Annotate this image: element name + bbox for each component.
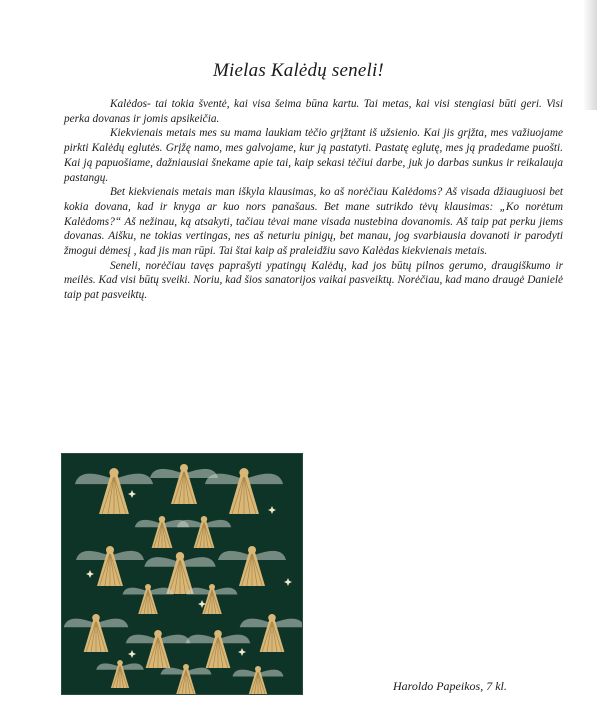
straw-angel bbox=[135, 516, 189, 548]
straw-angel bbox=[64, 614, 129, 652]
straw-angel bbox=[233, 666, 284, 694]
paragraph-3: Bet kiekvienais metais man iškyla klausimas, ko aš norėčiau Kalėdoms? Aš visada džiaugiuosi bet kokia dovana, kad ir knyga ar kuo nors panašaus. Bet mane sutrikdo tėvų klausimas: „Ko norėtum Kalėdoms?“ Aš nežinau, ką atsakyti, tačiau tėvai mane visada nustebina dovanomis. Aš taip pat perku jiems dovanas. Aišku, ne tokias vertingas, nes aš neturiu pinigų, bet manau, jog svarbiausia dovanoti ir parodyti žmogui dėmesį , kad jis man rūpi. Tai štai kaip aš praleidžiu savo Kalėdas kiekvienais metais. bbox=[64, 186, 563, 258]
letter-body bbox=[64, 97, 563, 303]
letter-title: Mielas Kalėdų seneli! bbox=[213, 60, 384, 81]
straw-angel bbox=[177, 516, 231, 548]
straw-angel bbox=[75, 468, 153, 514]
straw-star bbox=[284, 578, 292, 586]
straw-angel bbox=[218, 546, 286, 586]
paragraph-4: Seneli, norėčiau tavęs paprašyti ypatingų Kalėdų, kad jos būtų pilnos gerumo, draugiškumo ir meilės. Kad visi būtų sveiki. Noriu, kad šios sanatorijos vaikai pasveiktų. Norėčiau, kad mano draugė Danielė taip pat pasveiktų. bbox=[64, 259, 563, 302]
straw-angel bbox=[76, 546, 144, 586]
straw-angel bbox=[161, 664, 212, 694]
straw-angels-photo bbox=[61, 453, 303, 695]
straw-angel bbox=[240, 614, 302, 652]
signature: Haroldo Papeikos, 7 kl. bbox=[393, 679, 507, 693]
paragraph-1: Kalėdos- tai tokia šventė, kai visa šeima būna kartu. Tai metas, kai visi stengiasi būti geri. Visi perka dovanas ir jomis apsikeičia. bbox=[64, 98, 563, 125]
straw-angel bbox=[187, 584, 238, 614]
straw-angel bbox=[186, 630, 251, 668]
straw-star bbox=[268, 506, 276, 514]
straw-star bbox=[128, 650, 136, 658]
straw-angel bbox=[126, 630, 191, 668]
straw-angel bbox=[144, 552, 215, 594]
straw-angel bbox=[96, 660, 144, 688]
straw-angel bbox=[205, 468, 283, 514]
paragraph-2: Kiekvienais metais mes su mama laukiam tėčio grįžtant iš užsienio. Kai jis grįžta, mes važiuojame pirkti Kalėdų eglutės. Grįžę namo, mes galvojame, kur ją pastatyti. Pastatę eglutę, mes ją pradedame puošti. Kai ją papuošiame, dažniausiai šnekame apie tai, kaip sekasi tėčiui darbe, juk jo darbas sunkus ir reikalauja pastangų. bbox=[64, 127, 563, 184]
scan-edge-shadow bbox=[583, 0, 597, 110]
straw-angel bbox=[123, 584, 174, 614]
straw-star bbox=[86, 570, 94, 578]
straw-star bbox=[238, 648, 246, 656]
straw-angels-illustration bbox=[62, 454, 302, 694]
straw-star bbox=[128, 490, 136, 498]
